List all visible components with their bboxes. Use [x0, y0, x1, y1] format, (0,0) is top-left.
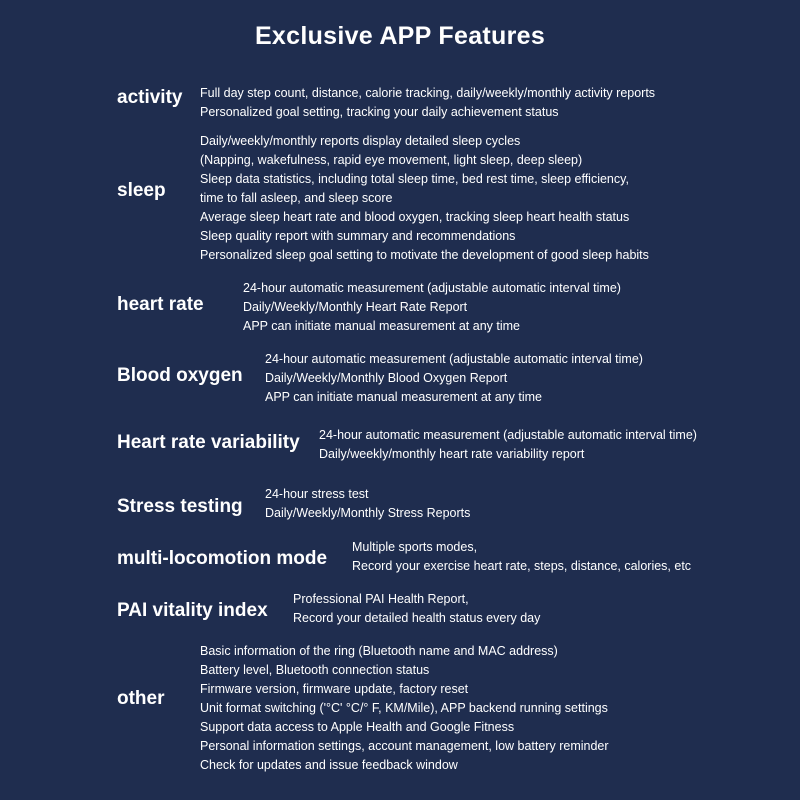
feature-line: time to fall asleep, and sleep score [200, 191, 393, 205]
feature-line: Professional PAI Health Report, [293, 592, 469, 606]
feature-line: Daily/Weekly/Monthly Blood Oxygen Report [265, 371, 508, 385]
section-lines [352, 538, 691, 576]
feature-line: Record your exercise heart rate, steps, distance, calories, etc [352, 559, 692, 573]
section-lines [293, 590, 540, 628]
section-heading: activity [117, 87, 183, 108]
feature-line: Daily/weekly/monthly reports display detailed sleep cycles [200, 134, 521, 148]
feature-line: Daily/Weekly/Monthly Stress Reports [265, 506, 471, 520]
section-lines [319, 426, 697, 464]
feature-line: APP can initiate manual measurement at any time [243, 319, 520, 333]
feature-line: Personalized goal setting, tracking your daily achievement status [200, 105, 559, 119]
feature-line: Average sleep heart rate and blood oxygen, tracking sleep heart health status [200, 210, 630, 224]
section-heading: Blood oxygen [117, 365, 243, 386]
section-lines [200, 642, 609, 775]
section-heading: multi-locomotion mode [117, 548, 328, 569]
section-heading: Heart rate variability [117, 432, 300, 453]
feature-line: Unit format switching ('°C' °C/° F, KM/Mile), APP backend running settings [200, 701, 608, 715]
feature-line: Multiple sports modes, [352, 540, 478, 554]
section-heading: sleep [117, 180, 166, 201]
feature-line: Check for updates and issue feedback window [200, 758, 458, 772]
section-lines [265, 350, 643, 407]
feature-line: 24-hour automatic measurement (adjustable automatic interval time) [243, 281, 621, 295]
page-title: Exclusive APP Features [254, 22, 546, 50]
feature-line: Full day step count, distance, calorie tracking, daily/weekly/monthly activity reports [200, 86, 656, 100]
feature-line: APP can initiate manual measurement at any time [265, 390, 542, 404]
feature-line: Sleep quality report with summary and recommendations [200, 229, 516, 243]
section-lines [200, 132, 649, 265]
section-heading: other [117, 688, 165, 709]
feature-line: Battery level, Bluetooth connection status [200, 663, 430, 677]
feature-line: 24-hour automatic measurement (adjustable automatic interval time) [319, 428, 697, 442]
feature-line: Support data access to Apple Health and Google Fitness [200, 720, 515, 734]
section-lines [265, 485, 470, 523]
feature-line: Daily/weekly/monthly heart rate variability report [319, 447, 585, 461]
section-heading: Stress testing [117, 496, 243, 517]
feature-line: 24-hour stress test [265, 487, 369, 501]
section-lines [200, 84, 655, 122]
feature-line: Personalized sleep goal setting to motivate the development of good sleep habits [200, 248, 649, 262]
section-lines [243, 279, 621, 336]
feature-line: Firmware version, firmware update, factory reset [200, 682, 469, 696]
feature-line: (Napping, wakefulness, rapid eye movement, light sleep, deep sleep) [200, 153, 583, 167]
section-heading: PAI vitality index [117, 600, 268, 621]
feature-line: Basic information of the ring (Bluetooth name and MAC address) [200, 644, 558, 658]
feature-line: Personal information settings, account management, low battery reminder [200, 739, 609, 753]
section-heading: heart rate [117, 294, 204, 315]
feature-line: Daily/Weekly/Monthly Heart Rate Report [243, 300, 468, 314]
feature-line: Sleep data statistics, including total sleep time, bed rest time, sleep efficiency, [200, 172, 629, 186]
feature-line: Record your detailed health status every day [293, 611, 541, 625]
feature-line: 24-hour automatic measurement (adjustable automatic interval time) [265, 352, 643, 366]
